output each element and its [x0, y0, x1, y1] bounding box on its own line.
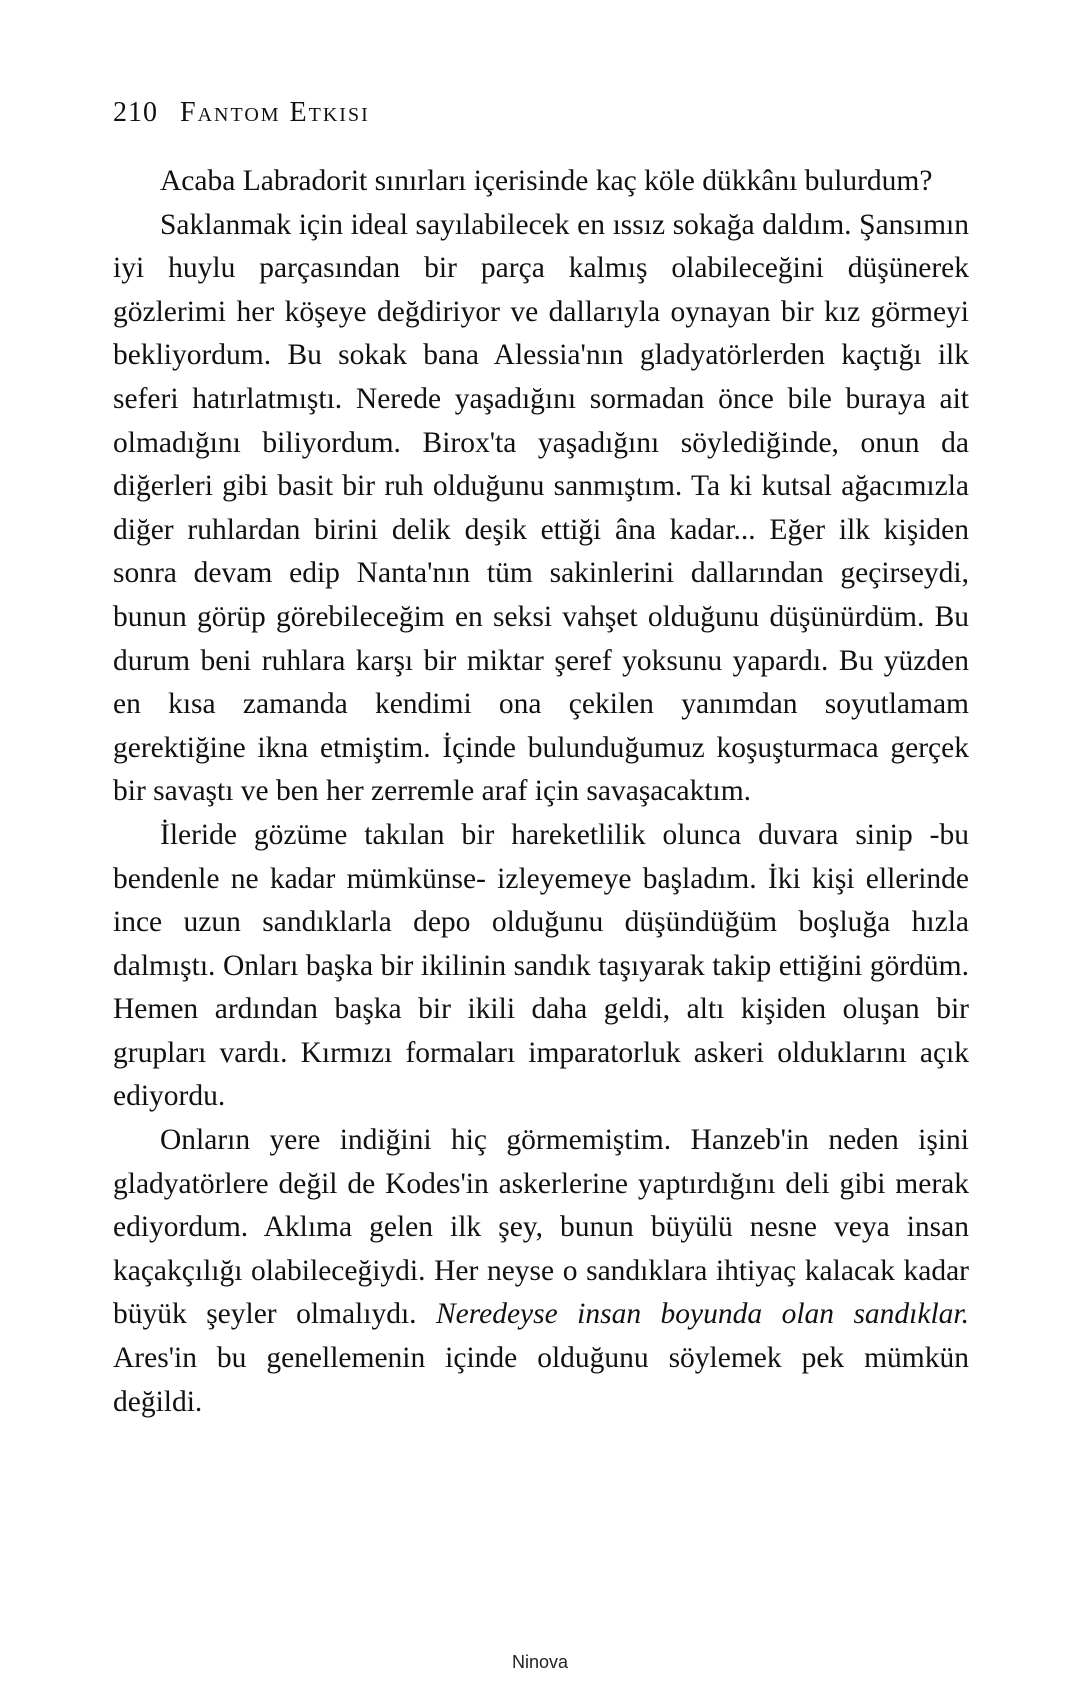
paragraph-4-text-end: Ares'in bu genellemenin içinde olduğunu söylemek pek mümkün değildi.	[113, 1342, 969, 1418]
paragraph-1: Acaba Labradorit sınırları içerisinde kaç köle dükkânı bulurdum?	[160, 165, 933, 197]
paragraph-2: Saklanmak için ideal sayılabilecek en ıssız sokağa daldım. Şansımın iyi huylu parçasından bir parça kalmış olabileceğini düşünerek gözlerimi her köşeye değdiriyor ve dallarıyla oynayan bir kız görmeyi bekliyordum. Bu sokak bana Alessia'nın gladyatörlerden kaçtığı ilk seferi hatırlatmıştı. Nerede yaşadığını sormadan önce bile buraya ait olmadığını biliyordum. Birox'ta yaşadığını söylediğinde, onun da diğerleri gibi basit bir ruh olduğunu sanmıştım. Ta ki kutsal ağacımızla diğer ruhlardan birini delik deşik ettiği âna kadar... Eğer ilk kişiden sonra devam edip Nanta'nın tüm sakinlerini dallarından geçirseydi, bunun görüp görebileceğim en seksi vahşet olduğunu düşünürdüm. Bu durum beni ruhlara karşı bir miktar şeref yoksunu yapardı. Bu yüzden en kısa zamanda kendimi ona çekilen yanımdan soyutlamam gerektiğine ikna etmiştim. İçinde bulunduğumuz koşuşturmaca gerçek bir savaştı ve ben her zerremle araf için savaşacaktım.	[113, 208, 969, 808]
body-text	[113, 160, 969, 1424]
book-title: Fantom Etkisi	[180, 97, 370, 128]
running-head	[113, 96, 370, 130]
publisher-footer: Ninova	[511, 1652, 569, 1672]
paragraph-3: İleride gözüme takılan bir hareketlilik olunca duvara sinip -bu bendenle ne kadar mümkünse- izleyemeye başladım. İki kişi ellerinde ince uzun sandıklarla depo olduğunu düşündüğüm boşluğa hızla dalmıştı. Onları başka bir ikilinin sandık taşıyarak takip ettiğini gördüm. Hemen ardından başka bir ikili daha geldi, altı kişiden oluşan bir grupları vardı. Kırmızı formaları imparatorluk askeri olduklarını açık ediyordu.	[113, 818, 969, 1113]
paragraph-4-italic: Neredeyse insan boyunda olan sandıklar.	[435, 1298, 970, 1331]
paragraph-4	[113, 1119, 969, 1424]
paragraph-4-text: Onların yere indiğini hiç görmemiştim. Hanzeb'in neden işini gladyatörlere değil de Kodes'in askerlerine yaptırdığını deli gibi merak ediyordum. Aklıma gelen ilk şey, bunun büyülü nesne veya insan kaçakçılığı olabileceğiydi. Her neyse o sandıklara ihtiyaç kalacak kadar büyük şeyler olmalıydı.	[113, 1124, 969, 1331]
page-number: 210	[113, 97, 158, 128]
